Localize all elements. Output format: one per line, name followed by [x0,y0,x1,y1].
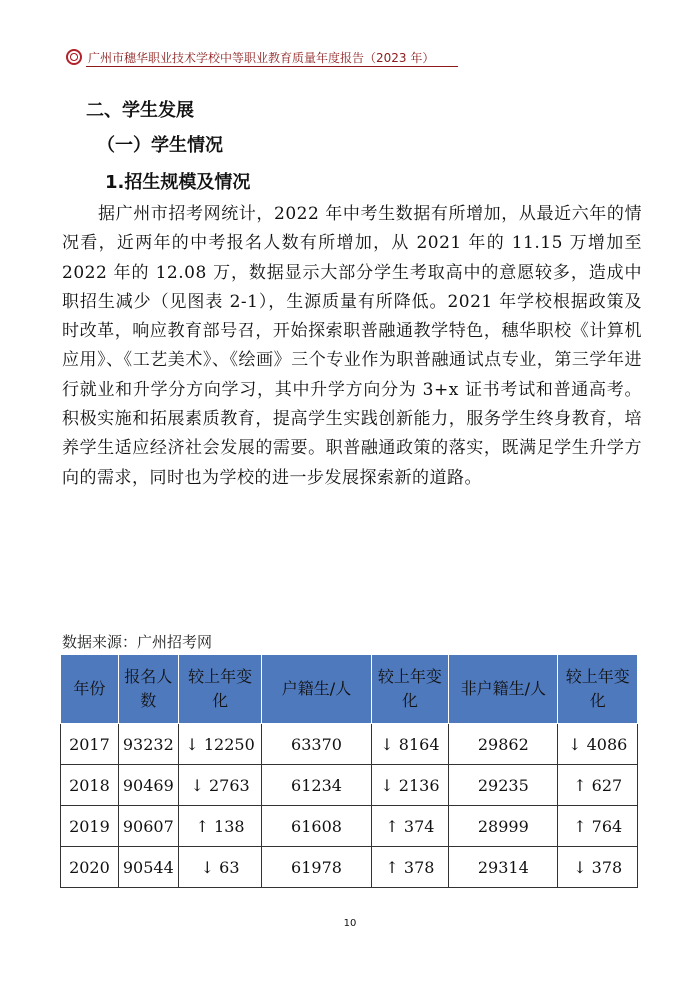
table-cell: 90469 [118,765,178,806]
column-header: 较上年变化 [371,655,449,724]
table-row [61,724,638,765]
table-cell: ↓ 12250 [178,724,262,765]
table-cell: ↓ 378 [558,847,638,888]
column-header: 非户籍生/人 [449,655,558,724]
table-cell: ↓ 63 [178,847,262,888]
column-header: 户籍生/人 [262,655,371,724]
table-cell: ↓ 2136 [371,765,449,806]
table-cell: 29235 [449,765,558,806]
table-cell: 90544 [118,847,178,888]
table-cell: ↑ 374 [371,806,449,847]
table-cell: 2019 [61,806,119,847]
table-cell: ↑ 764 [558,806,638,847]
table-cell: ↓ 8164 [371,724,449,765]
body-paragraph: 据广州市招考网统计，2022 年中考生数据有所增加，从最近六年的情况看，近两年的中考报名人数有所增加，从 2021 年的 11.15 万增加至 2022 年的 12.08 万，数据显示大部分学生考取高中的意愿较多，造成中职招生减少（见图表 2-1），生源质量有所降低。2021 年学校根据政策及时改革，响应教育部号召，开始探索职普融通教学特色，穗华职校《计算机应用》、《工艺美术》、《绘画》三个专业作为职普融通试点专业，第三学年进行就业和升学分方向学习，其中升学方向分为 3+x 证书考试和普通高考。积极实施和拓展素质教育，提高学生实践创新能力，服务学生终身教育，培养学生适应经济社会发展的需要。职普融通政策的落实，既满足学生升学方向的需求，同时也为学校的进一步发展探索新的道路。 [62,204,642,488]
table-cell: 90607 [118,806,178,847]
enrollment-table [60,654,638,888]
table-cell: 29862 [449,724,558,765]
table-cell: 29314 [449,847,558,888]
table-cell: 61234 [262,765,371,806]
column-header: 报名人数 [118,655,178,724]
table-header-row [61,655,638,724]
subsection-heading: （一）学生情况 [97,135,223,156]
column-header: 较上年变化 [178,655,262,724]
table-row [61,847,638,888]
table-cell: ↓ 2763 [178,765,262,806]
section-heading: 二、学生发展 [86,100,194,121]
column-header: 较上年变化 [558,655,638,724]
header-rule [86,66,458,67]
page-number: 10 [343,918,357,929]
table-cell: ↑ 378 [371,847,449,888]
table-cell: 2017 [61,724,119,765]
column-header: 年份 [61,655,119,724]
table-row [61,765,638,806]
table-cell: 28999 [449,806,558,847]
table-cell: 2018 [61,765,119,806]
topic-heading: 1.招生规模及情况 [105,172,251,193]
page-header [66,47,456,69]
table-cell: 2020 [61,847,119,888]
data-source-note: 数据来源：广州招考网 [62,633,213,651]
table-cell: ↑ 627 [558,765,638,806]
header-title: 广州市穗华职业技术学校中等职业教育质量年度报告（2023 年） [88,51,435,65]
table-cell: 61978 [262,847,371,888]
table-cell: ↑ 138 [178,806,262,847]
table-cell: 93232 [118,724,178,765]
table-row [61,806,638,847]
table-cell: 61608 [262,806,371,847]
table-cell: 63370 [262,724,371,765]
school-logo-icon [66,49,82,65]
table-cell: ↓ 4086 [558,724,638,765]
